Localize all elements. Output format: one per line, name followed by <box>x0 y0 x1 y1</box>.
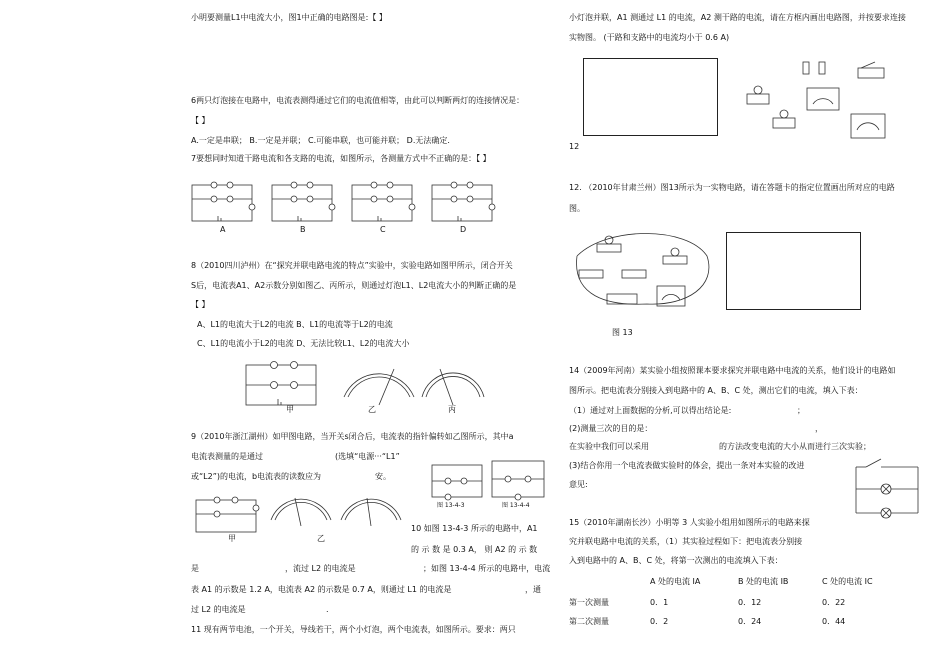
q9-figures <box>191 492 406 540</box>
question-10-line4b: ，通 <box>525 585 541 594</box>
question-10-line4a: 表 A1 的示数是 1.2 A，电流表 A2 的示数是 0.7 A，则通过 L1 的电流是 <box>191 585 452 594</box>
question-10-line2: 的 示 数 是 0.3 A， 则 A2 的 示 数 <box>411 545 538 554</box>
q10-figures <box>428 459 548 507</box>
question-8-line2: S后，电流表A1、A2示数分别如图乙、丙所示，则通过灯泡L1、L2电流大小的判断正确的是 <box>191 281 517 290</box>
question-6: 6两只灯泡接在电路中，电流表测得通过它们的电流值相等，由此可以判断两灯的连接情况是： <box>191 96 525 105</box>
question-7: 7要想同时知道干路电流和各支路的电流，如图所示，各测量方式中不正确的是：【 】 <box>191 154 491 163</box>
table-cell: 0．12 <box>738 598 762 607</box>
q8-label-yi: 乙 <box>368 405 376 414</box>
q11-number: 12 <box>569 142 580 151</box>
question-14-sub2-end: ， <box>815 424 823 433</box>
q11-answer-box <box>583 58 718 136</box>
question-15-line1: 15（2010年湖南长沙）小明等 3 人实验小组用如图所示的电路来探 <box>569 518 810 527</box>
question-10-line1: 10 如图 13-4-3 所示的电路中，A1 <box>411 524 538 533</box>
question-14-sub2b-b: 的方法改变电流的大小从而进行三次实验； <box>719 442 871 451</box>
table-cell: 0．2 <box>650 617 669 626</box>
question-10-line3a: 是 <box>191 564 199 573</box>
question-14-sub1-end: ； <box>797 406 805 415</box>
table-cell: 第一次测量 <box>569 598 609 607</box>
question-9-line2a: 电流表测量的是通过 <box>191 452 263 461</box>
question-11-line2: 小灯泡并联，A1 测通过 L1 的电流，A2 测干路的电流，请在方框内画出电路图，并按要求连接 <box>569 13 906 22</box>
table-cell: 0．1 <box>650 598 669 607</box>
q7-label-a: A <box>220 225 226 234</box>
question-10-line3b: ，流过 L2 的电流是 <box>285 564 356 573</box>
question-9-line3b: 安。 <box>375 472 391 481</box>
question-11-line3: 实物图。 (干路和支路中的电流均小于 0.6 A) <box>569 33 730 42</box>
question-14-sub2b-a: 在实验中我们可以采用 <box>569 442 649 451</box>
q11-components-figure <box>743 58 893 146</box>
table-cell: 0．44 <box>822 617 846 626</box>
question-6-bracket: 【 】 <box>191 116 210 125</box>
question-14-sub2: (2)测量三次的目的是： <box>569 424 653 433</box>
q9-label-yi: 乙 <box>317 534 325 543</box>
question-8-line1: 8（2010四川泸州）在“探究并联电路电流的特点”实验中，实验电路如图甲所示，闭合开关 <box>191 261 513 270</box>
question-8-bracket: 【 】 <box>191 300 210 309</box>
question-8-option-a: A、L1的电流大于L2的电流 B、L1的电流等于L2的电流 <box>197 320 393 329</box>
table-cell: 0．24 <box>738 617 762 626</box>
question-14-line2: 图所示。把电流表分别接入到电路中的 A、B、C 处，测出它们的电流，填入下表： <box>569 386 863 395</box>
table-cell: 0．22 <box>822 598 846 607</box>
question-11-line1: 11 现有两节电池，一个开关，导线若干，两个小灯泡，两个电流表，如图所示。要求：两只 <box>191 625 516 634</box>
q8-label-bing: 丙 <box>448 405 456 414</box>
q7-label-d: D <box>460 225 467 234</box>
question-14-sub3b: 意见: <box>569 480 588 489</box>
table-header-cell: A 处的电流 IA <box>650 577 701 586</box>
question-14-sub3: (3)结合你用一个电流表做实验时的体会，提出一条对本实验的改进 <box>569 461 805 470</box>
q10-fig-label-2: 图 13-4-4 <box>502 502 530 509</box>
question-9-line1: 9（2010年浙江湖州）如甲图电路，当开关s闭合后，电流表的指针偏转如乙图所示，其中a <box>191 432 514 441</box>
q9-label-jia: 甲 <box>228 534 236 543</box>
question-10-line5a: 过 L2 的电流是 <box>191 605 246 614</box>
question-12-line1: 12. （2010年甘肃兰州）图13所示为一实物电路，请在答题卡的指定位置画出所对应的电路 <box>569 183 895 192</box>
table-header-cell: B 处的电流 IB <box>738 577 789 586</box>
question-14-line1: 14（2009年河南）某实验小组按照课本要求探究并联电路中电流的关系，他们设计的电路如 <box>569 366 896 375</box>
question-intro: 小明要测量L1中电流大小，图1中正确的电路图是:【 】 <box>191 13 387 22</box>
question-14-sub1: （1）通过对上面数据的分析,可以得出结论是: <box>569 406 732 415</box>
question-8-option-c: C、L1的电流小于L2的电流 D、无法比较L1、L2的电流大小 <box>197 339 410 348</box>
q10-fig-label-1: 图 13-4-3 <box>437 502 465 509</box>
q15-parallel-circuit <box>836 455 922 523</box>
question-10-line5b: . <box>326 605 329 614</box>
question-9-line3a: 或“L2”)的电流，b电流表的读数应为 <box>191 472 322 481</box>
question-15-line3: 入到电路中的 A、B、C 处，将第一次测出的电流填入下表： <box>569 556 783 565</box>
question-9-line2b: (选填“电源···“L1” <box>335 452 400 461</box>
q7-label-b: B <box>300 225 306 234</box>
q12-answer-box <box>726 232 861 310</box>
q8-label-jia: 甲 <box>286 405 294 414</box>
table-header-cell: C 处的电流 IC <box>822 577 873 586</box>
table-cell: 第二次测量 <box>569 617 609 626</box>
q12-physical-circuit <box>567 226 719 312</box>
question-6-options: A.一定是串联； B.一定是并联； C.可能串联，也可能并联； D.无法确定. <box>191 136 450 145</box>
question-12-line2: 图。 <box>569 204 585 213</box>
q7-label-c: C <box>380 225 386 234</box>
question-10-line3c: ；如图 13-4-4 所示的电路中，电流 <box>423 564 551 573</box>
question-15-line2: 究并联电路中电流的关系，（1）其实验过程如下：把电流表分别接 <box>569 537 803 546</box>
q12-figure-caption: 图 13 <box>612 328 633 337</box>
